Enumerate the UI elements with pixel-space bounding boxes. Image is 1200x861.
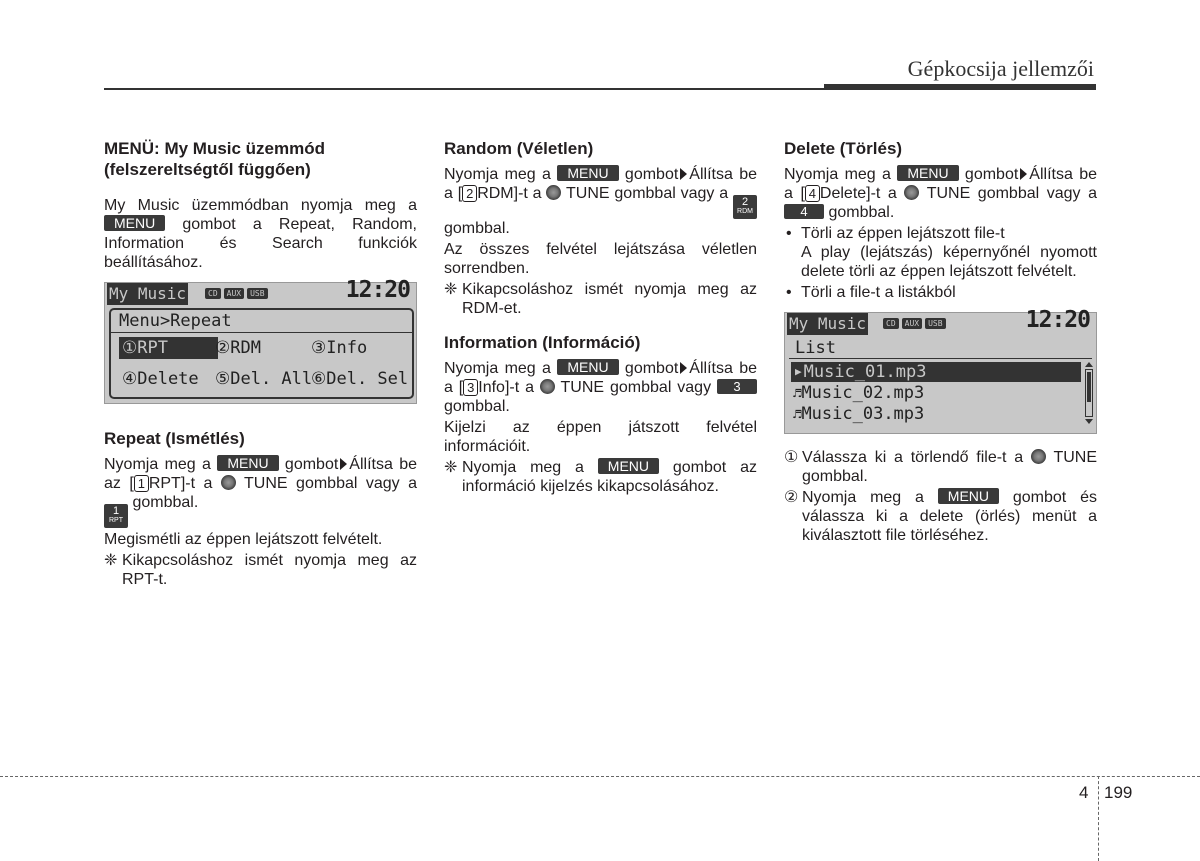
- list-scrollbar: [1085, 362, 1093, 428]
- column-3: [784, 138, 1097, 547]
- scroll-thumb: [1087, 372, 1091, 402]
- number-1-icon: 1: [134, 475, 149, 492]
- delete-instructions: Nyomja meg a MENU gombot Állítsa be a [ 4 Delete]-t a TUNE gombbal vagy a 4 gombbal.: [784, 165, 1098, 221]
- menu-breadcrumb: Menu>Repeat: [111, 310, 412, 333]
- delete-heading: Delete (Törlés): [784, 139, 903, 158]
- footer-dashed-rule: [0, 776, 1200, 777]
- scroll-track: [1085, 369, 1093, 417]
- delete-step-1: ① Válassza ki a törlendő file-t a TUNE gombbal.: [784, 449, 1098, 485]
- info-note: ❈ Nyomja meg a MENU gombot az információ kijelzés kikapcsolásához.: [444, 458, 757, 495]
- note-asterisk-icon: ❈: [444, 459, 458, 476]
- repeat-instructions: Nyomja meg a MENU gombot Állítsa be az [ 1 RPT]-t a TUNE gombbal vagy a 1 RPT gombbal.: [104, 455, 417, 528]
- list-item: ♬Music_02.mp3: [793, 383, 925, 403]
- step-2-marker: ②: [784, 489, 799, 506]
- arrow-right-icon: [680, 362, 687, 374]
- menu-option-info: ③Info: [311, 338, 368, 358]
- selection-arrow-icon: ▶: [795, 365, 802, 378]
- list-item: ♬Music_03.mp3: [793, 404, 925, 424]
- list-divider: [789, 358, 1092, 359]
- usb-badge: USB: [925, 318, 945, 329]
- source-badges: [205, 288, 268, 299]
- music-note-icon: ♬: [793, 386, 802, 402]
- note-asterisk-icon: ❈: [104, 552, 118, 569]
- menu-button-icon: MENU: [217, 455, 278, 471]
- list-item-selected: ▶ Music_01.mp3: [791, 362, 1081, 382]
- menu-option-rpt: ①RPT: [119, 337, 218, 359]
- file-list-screen: [784, 307, 1097, 434]
- info-instructions: Nyomja meg a MENU gombot Állítsa be a [ 3 Info]-t a TUNE gombbal vagy 3 gombbal.: [444, 359, 758, 415]
- menu-heading-line1: MENÜ: My Music üzemmód: [104, 139, 326, 158]
- info-heading: Information (Információ): [444, 333, 641, 352]
- rdm-button-icon: 2 RDM: [733, 195, 757, 219]
- menu-box: [109, 308, 414, 399]
- aux-badge: AUX: [902, 318, 922, 329]
- column-1: [104, 138, 417, 591]
- menu-button-icon: MENU: [557, 165, 618, 181]
- delete-bullet-2: • Törli a file-t a listákból: [786, 284, 956, 301]
- screen-title: My Music: [789, 314, 867, 333]
- tune-knob-icon: [546, 185, 561, 200]
- button-4-icon: 4: [784, 204, 824, 219]
- column-2: [444, 138, 757, 498]
- button-3-icon: 3: [717, 379, 757, 394]
- tune-knob-icon: [1031, 449, 1046, 464]
- cd-badge: CD: [883, 318, 899, 329]
- menu-option-delete: ④Delete: [122, 369, 199, 389]
- arrow-right-icon: [1020, 168, 1027, 180]
- page-number: 199: [1104, 783, 1133, 802]
- menu-button-icon: MENU: [938, 488, 999, 504]
- usb-badge: USB: [247, 288, 267, 299]
- number-2-icon: 2: [462, 185, 477, 202]
- aux-badge: AUX: [224, 288, 244, 299]
- bullet-icon: •: [786, 225, 792, 242]
- menu-heading-line2: (felszereltségtől függően): [104, 160, 311, 179]
- menu-heading: [104, 138, 417, 180]
- screen-clock: 12:20: [1025, 307, 1090, 333]
- tune-knob-icon: [904, 185, 919, 200]
- intro-paragraph: My Music üzemmódban nyomja meg a MENU gombot a Repeat, Random, Information és Search funkciók beállításához.: [104, 197, 417, 271]
- random-description: Az összes felvétel lejátszása véletlen sorrendben.: [444, 241, 757, 277]
- note-asterisk-icon: ❈: [444, 281, 458, 298]
- arrow-right-icon: [340, 458, 347, 470]
- menu-option-del-all: ⑤Del. All: [215, 369, 313, 389]
- menu-button-icon: MENU: [598, 458, 659, 474]
- menu-button-icon: MENU: [557, 359, 618, 375]
- header-rule-accent: [824, 84, 1096, 90]
- scroll-up-icon: [1085, 362, 1093, 367]
- footer-dashed-divider: [1098, 776, 1099, 861]
- random-instructions: Nyomja meg a MENU gombot Állítsa be a [ 2 RDM]-t a TUNE gombbal vagy a 2 RDM gombbal.: [444, 165, 758, 237]
- number-3-icon: 3: [463, 379, 478, 396]
- menu-option-del-sel: ⑥Del. Sel: [311, 369, 409, 389]
- arrow-right-icon: [680, 168, 687, 180]
- delete-bullet-1: • Törli az éppen lejátszott file-t A play (lejátszás) képernyőnél nyomott delete törli az éppen lejátszott felvételt.: [786, 225, 1097, 280]
- tune-knob-icon: [221, 475, 236, 490]
- screen-title: My Music: [109, 284, 187, 303]
- random-heading: Random (Véletlen): [444, 139, 594, 158]
- cd-badge: CD: [205, 288, 221, 299]
- list-header: List: [795, 338, 836, 358]
- number-4-icon: 4: [805, 185, 820, 202]
- bullet-icon: •: [786, 284, 792, 301]
- section-title: Gépkocsija jellemzői: [907, 56, 1094, 81]
- source-badges: [883, 318, 946, 329]
- repeat-menu-screen: [104, 277, 417, 404]
- repeat-note: ❈ Kikapcsoláshoz ismét nyomja meg az RPT-t.: [104, 552, 417, 588]
- screen-clock: 12:20: [345, 277, 410, 303]
- menu-button-icon: MENU: [104, 215, 165, 231]
- rpt-button-icon: 1 RPT: [104, 504, 128, 528]
- delete-step-2: ② Nyomja meg a MENU gombot és válassza ki a delete (örlés) menüt a kiválasztott file törléséhez.: [784, 488, 1097, 544]
- repeat-heading: Repeat (Ismétlés): [104, 429, 245, 448]
- info-description: Kijelzi az éppen játszott felvétel információit.: [444, 419, 757, 455]
- step-1-marker: ①: [784, 449, 799, 466]
- music-note-icon: ♬: [793, 407, 802, 423]
- menu-button-icon: MENU: [897, 165, 958, 181]
- tune-knob-icon: [540, 379, 555, 394]
- repeat-description: Megismétli az éppen lejátszott felvételt.: [104, 531, 383, 548]
- scroll-down-icon: [1085, 419, 1093, 424]
- section-number: 4: [1079, 783, 1089, 802]
- menu-option-rdm: ②RDM: [215, 338, 261, 358]
- random-note: ❈ Kikapcsoláshoz ismét nyomja meg az RDM-et.: [444, 281, 757, 317]
